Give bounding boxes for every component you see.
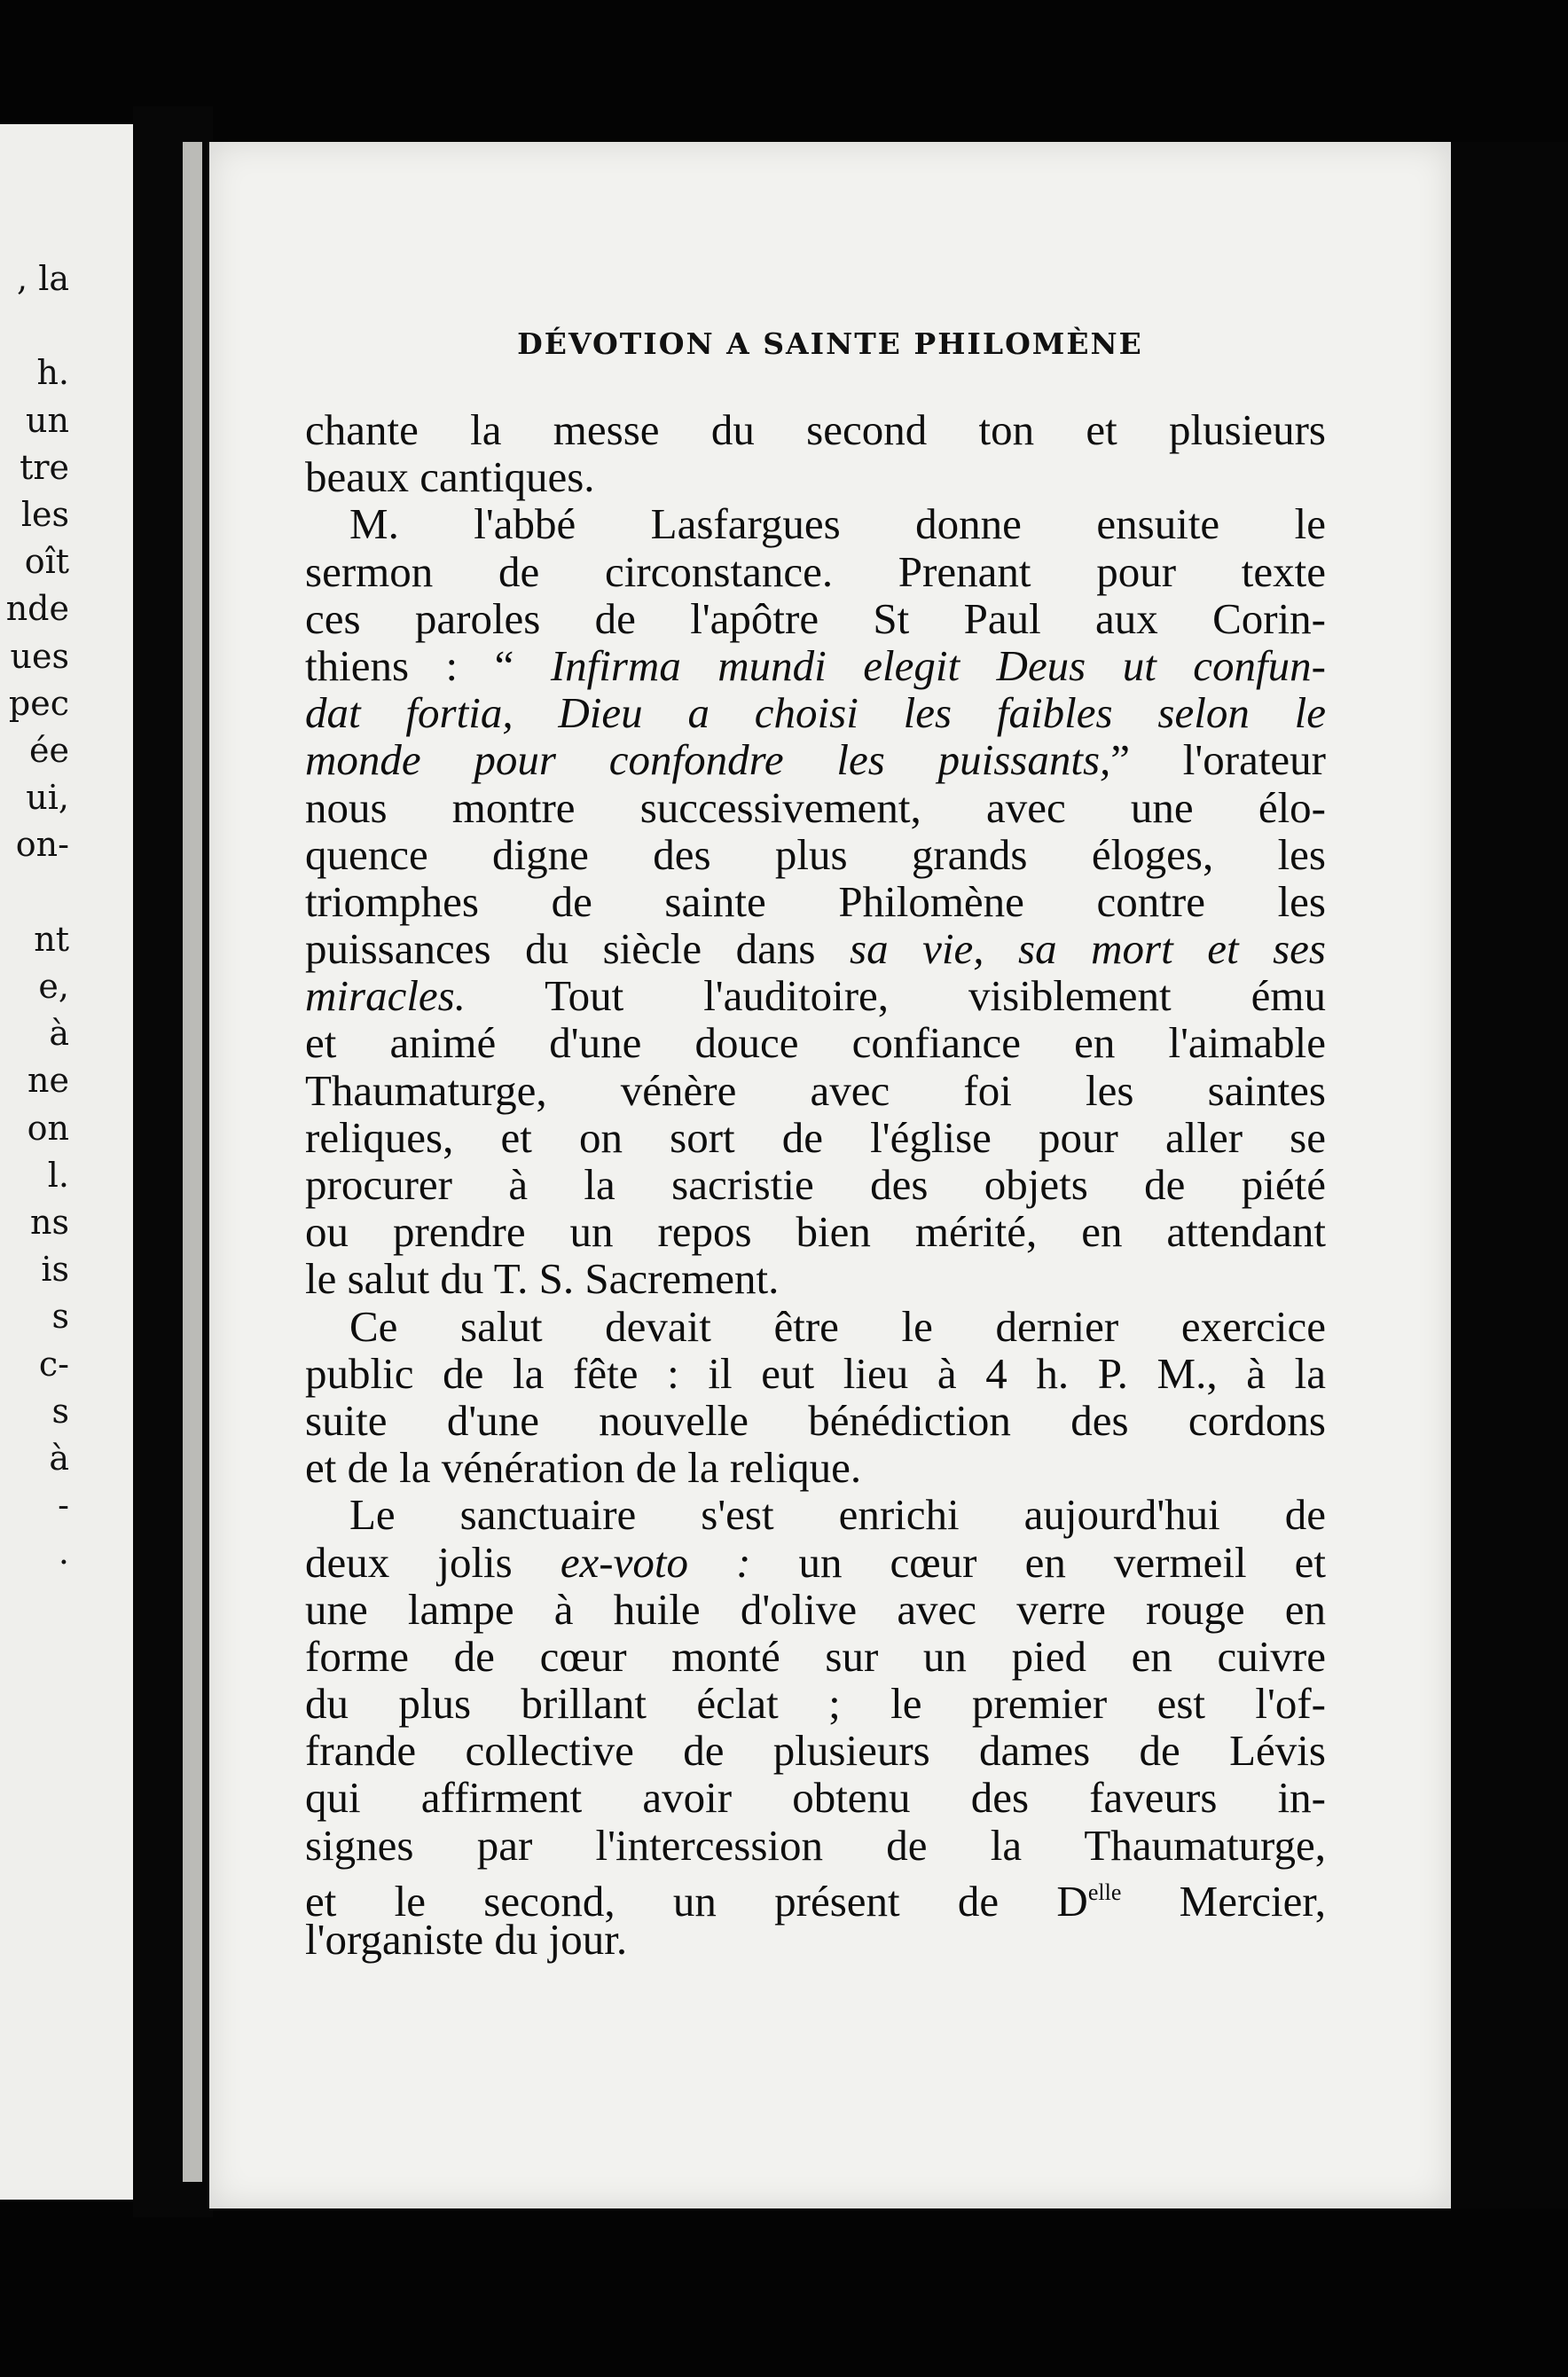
text-run: quence digne des plus grands éloges, les xyxy=(305,829,1326,879)
left-page-text-fragment: les xyxy=(20,495,69,534)
text-line xyxy=(305,1774,1326,1821)
scan-background-right xyxy=(1451,142,1568,2208)
text-run: Mercier, xyxy=(1121,1876,1326,1926)
text-line xyxy=(305,1491,1326,1538)
left-page-text-fragment: h. xyxy=(36,353,69,393)
text-line xyxy=(305,925,1326,972)
left-page-text-fragment: pec xyxy=(8,683,69,723)
text-run: Tout l'auditoire, visiblement ému xyxy=(466,971,1326,1021)
left-page-text-fragment: ns xyxy=(30,1203,69,1242)
left-page-fragment xyxy=(0,124,133,2200)
text-run: ” l'orateur xyxy=(1110,735,1326,785)
text-run: beaux cantiques. xyxy=(305,452,595,502)
text-line xyxy=(305,1303,1326,1350)
text-line xyxy=(305,972,1326,1019)
text-run: puissances du siècle dans xyxy=(305,924,851,974)
left-page-text-fragment: ée xyxy=(29,731,69,770)
left-page-text-fragment: nt xyxy=(34,919,69,959)
text-line xyxy=(305,1397,1326,1444)
left-page-text-fragment: à xyxy=(49,1439,69,1478)
left-page-text-fragment: on xyxy=(27,1108,69,1148)
text-line xyxy=(305,1444,1326,1491)
running-head: DÉVOTION A SAINTE PHILOMÈNE xyxy=(517,326,1143,361)
body-text xyxy=(305,406,1326,1963)
text-run: ou prendre un repos bien mérité, en attendant xyxy=(305,1207,1326,1257)
text-run: Thaumaturge, vénère avec foi les saintes xyxy=(305,1065,1326,1115)
text-run: sermon de circonstance. Prenant pour texte xyxy=(305,546,1326,596)
text-line xyxy=(305,642,1326,689)
superscript-text: elle xyxy=(1087,1879,1122,1905)
left-page-text-fragment: - xyxy=(58,1486,69,1526)
book-page xyxy=(209,142,1451,2208)
text-run: ces paroles de l'apôtre St Paul aux Corin- xyxy=(305,593,1326,643)
left-page-text-fragment: un xyxy=(26,400,69,440)
left-page-text-fragment: ues xyxy=(10,636,69,676)
text-line xyxy=(305,595,1326,642)
text-line xyxy=(305,689,1326,736)
text-run: public de la fête : il eut lieu à 4 h. P. M., à la xyxy=(305,1348,1326,1398)
text-run: thiens : “ xyxy=(305,640,551,690)
text-run: qui affirment avoir obtenu des faveurs in- xyxy=(305,1773,1326,1823)
text-run: une lampe à huile d'olive avec verre rouge en xyxy=(305,1584,1326,1634)
italic-text: miracles. xyxy=(305,971,466,1021)
text-line xyxy=(305,1539,1326,1586)
left-page-text-fragment: s xyxy=(51,1391,69,1431)
text-line xyxy=(305,1350,1326,1397)
left-page-text-fragment: e, xyxy=(38,967,69,1006)
text-line xyxy=(305,1208,1326,1255)
text-run: un cœur en vermeil et xyxy=(750,1537,1326,1587)
italic-text: Infirma mundi elegit Deus ut confun- xyxy=(550,640,1326,690)
text-run: le salut du T. S. Sacrement. xyxy=(305,1254,780,1304)
text-line xyxy=(305,1586,1326,1633)
left-page-text-fragment: c- xyxy=(38,1344,69,1384)
text-run: procurer à la sacristie des objets de piété xyxy=(305,1160,1326,1209)
text-line xyxy=(305,1869,1326,1926)
left-page-text-fragment: à xyxy=(49,1014,69,1054)
text-run: M. l'abbé Lasfargues donne ensuite le xyxy=(349,499,1326,549)
text-line xyxy=(305,406,1326,453)
text-line xyxy=(305,1727,1326,1774)
left-page-text-fragment: ui, xyxy=(26,778,69,818)
text-line xyxy=(305,1019,1326,1066)
italic-text: dat fortia, Dieu a choisi les faibles selon le xyxy=(305,688,1326,738)
left-page-text-fragment: ne xyxy=(27,1061,69,1101)
text-line xyxy=(305,548,1326,595)
text-run: signes par l'intercession de la Thaumaturge, xyxy=(305,1820,1326,1870)
text-run: Le sanctuaire s'est enrichi aujourd'hui de xyxy=(349,1490,1326,1540)
text-run: du plus brillant éclat ; le premier est l'of- xyxy=(305,1679,1326,1729)
text-line xyxy=(305,784,1326,831)
left-page-text-fragment: . xyxy=(58,1533,69,1573)
text-line xyxy=(305,1255,1326,1302)
page-edge xyxy=(183,142,202,2182)
text-run: et animé d'une douce confiance en l'aimable xyxy=(305,1018,1326,1068)
text-line xyxy=(305,500,1326,547)
left-page-text-fragment: oît xyxy=(24,542,69,582)
text-line xyxy=(305,736,1326,783)
text-run: l'organiste du jour. xyxy=(305,1915,628,1964)
text-line xyxy=(305,878,1326,925)
text-run: deux jolis xyxy=(305,1537,561,1587)
text-run: Ce salut devait être le dernier exercice xyxy=(349,1301,1326,1351)
text-line xyxy=(305,1161,1326,1208)
text-run: triomphes de sainte Philomène contre les xyxy=(305,876,1326,926)
left-page-text-fragment: l. xyxy=(47,1155,69,1195)
italic-text: sa vie, sa mort et ses xyxy=(850,924,1326,974)
text-run: suite d'une nouvelle bénédiction des cordons xyxy=(305,1395,1326,1445)
text-line xyxy=(305,453,1326,500)
text-run: chante la messe du second ton et plusieurs xyxy=(305,405,1326,454)
left-page-text-fragment: is xyxy=(41,1250,69,1290)
left-page-text-fragment: on- xyxy=(15,825,69,865)
left-page-text-fragment: tre xyxy=(20,447,69,487)
text-line xyxy=(305,1067,1326,1114)
text-line xyxy=(305,1822,1326,1869)
left-page-text-fragment: , la xyxy=(17,259,69,298)
text-run: reliques, et on sort de l'église pour aller se xyxy=(305,1112,1326,1162)
text-run: forme de cœur monté sur un pied en cuivre xyxy=(305,1631,1326,1681)
text-run: nous montre successivement, avec une élo- xyxy=(305,782,1326,832)
text-line xyxy=(305,1114,1326,1161)
text-line xyxy=(305,831,1326,878)
italic-text: monde pour confondre les puissants, xyxy=(305,735,1111,785)
text-line xyxy=(305,1680,1326,1727)
left-page-text-fragment: nde xyxy=(5,589,69,629)
text-line xyxy=(305,1633,1326,1680)
left-page-text-fragment: s xyxy=(51,1297,69,1337)
text-run: et le second, un présent de D xyxy=(305,1876,1088,1926)
text-run: et de la vénération de la relique. xyxy=(305,1443,862,1493)
italic-text: ex-voto : xyxy=(560,1537,751,1587)
text-run: frande collective de plusieurs dames de Lévis xyxy=(305,1726,1326,1776)
